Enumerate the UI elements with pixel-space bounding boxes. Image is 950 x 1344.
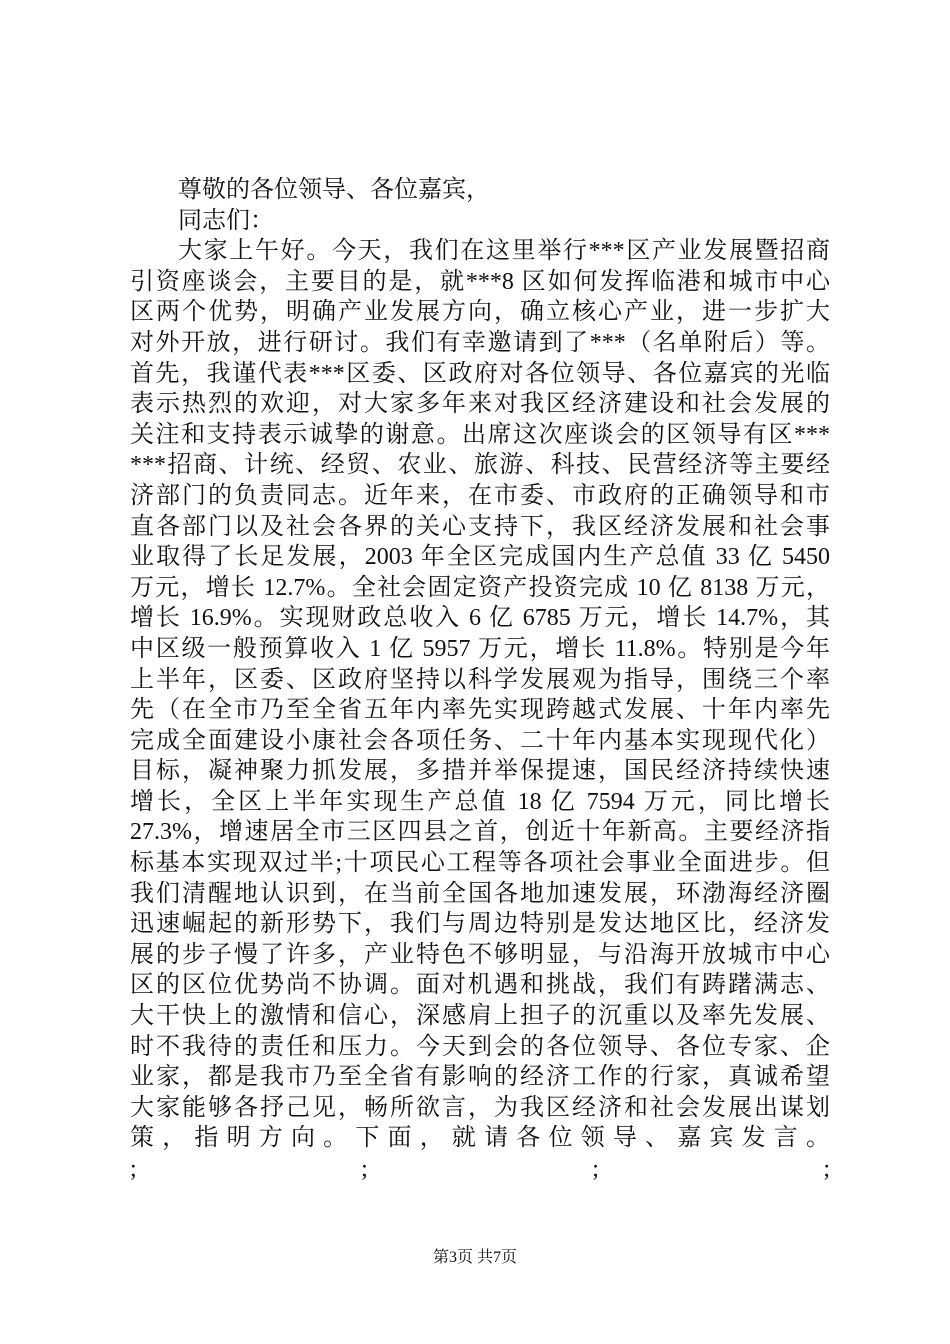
body-line: 业取得了长足发展，2003 年全区完成国内生产总值 33 亿 5450 [130,544,830,571]
body-line: 对外开放，进行研讨。我们有幸邀请到了***（名单附后）等。 [130,329,830,356]
body-line: 目标，凝神聚力抓发展，多措并举保提速，国民经济持续快速 [130,758,830,785]
body-line: 展的步子慢了许多，产业特色不够明显，与沿海开放城市中心 [130,941,830,968]
body-line: 关注和支持表示诚挚的谢意。出席这次座谈会的区领导有区*** [130,421,830,448]
body-line: 增长 16.9%。实现财政总收入 6 亿 6785 万元，增长 14.7%，其 [130,605,830,632]
body-line: 27.3%，增速居全市三区四县之首，创近十年新高。主要经济指 [130,819,830,846]
body-line: 先（在全市乃至全省五年内率先实现跨越式发展、十年内率先 [130,697,830,724]
body-line: 业家，都是我市乃至全省有影响的经济工作的行家，真诚希望 [130,1064,830,1091]
body-line: 济部门的负责同志。近年来，在市委、市政府的正确领导和市 [130,482,830,509]
body-line: 区的区位优势尚不协调。面对机遇和挑战，我们有踌躇满志、 [130,972,830,999]
separator-line: ; ; ; ; [130,1156,830,1182]
body-line: 上半年，区委、区政府坚持以科学发展观为指导，围绕三个率 [130,666,830,693]
salutation-line: 同志们： [178,207,274,234]
page-footer: 第3页 共7页 [432,1249,517,1266]
body-line: 大干快上的激情和信心，深感肩上担子的沉重以及率先发展、 [130,1003,830,1030]
body-line: 首先，我谨代表***区委、区政府对各位领导、各位嘉宾的光临 [130,360,830,387]
body-line: 时不我待的责任和压力。今天到会的各位领导、各位专家、企 [130,1033,830,1060]
body-line: 我们清醒地认识到，在当前全国各地加速发展，环渤海经济圈 [130,880,830,907]
body-line: 大家能够各抒己见，畅所欲言，为我区经济和社会发展出谋划 [130,1094,830,1121]
body-line: 引资座谈会，主要目的是，就***8 区如何发挥临港和城市中心 [130,268,830,295]
body-line: 增长，全区上半年实现生产总值 18 亿 7594 万元，同比增长 [130,788,830,815]
body-line: 万元，增长 12.7%。全社会固定资产投资完成 10 亿 8138 万元， [130,574,830,601]
body-text [130,236,830,1154]
body-line: 策，指明方向。下面，就请各位领导、嘉宾发言。 [130,1125,830,1152]
document-page [130,175,830,1185]
body-line: 迅速崛起的新形势下，我们与周边特别是发达地区比，经济发 [130,911,830,938]
body-line: 区两个优势，明确产业发展方向，确立核心产业，进一步扩大 [130,299,830,326]
salutation-line: 尊敬的各位领导、各位嘉宾， [178,177,490,203]
body-line: 大家上午好。今天，我们在这里举行***区产业发展暨招商 [178,238,830,265]
body-line: 直各部门以及社会各界的关心支持下，我区经济发展和社会事 [130,513,830,540]
body-line: 中区级一般预算收入 1 亿 5957 万元，增长 11.8%。特别是今年 [130,635,830,662]
body-line: 标基本实现双过半;十项民心工程等各项社会事业全面进步。但 [130,850,830,877]
body-line: 表示热烈的欢迎，对大家多年来对我区经济建设和社会发展的 [130,391,830,418]
body-line: 完成全面建设小康社会各项任务、二十年内基本实现现代化） [130,727,830,754]
body-line: ***招商、计统、经贸、农业、旅游、科技、民营经济等主要经 [130,452,830,479]
